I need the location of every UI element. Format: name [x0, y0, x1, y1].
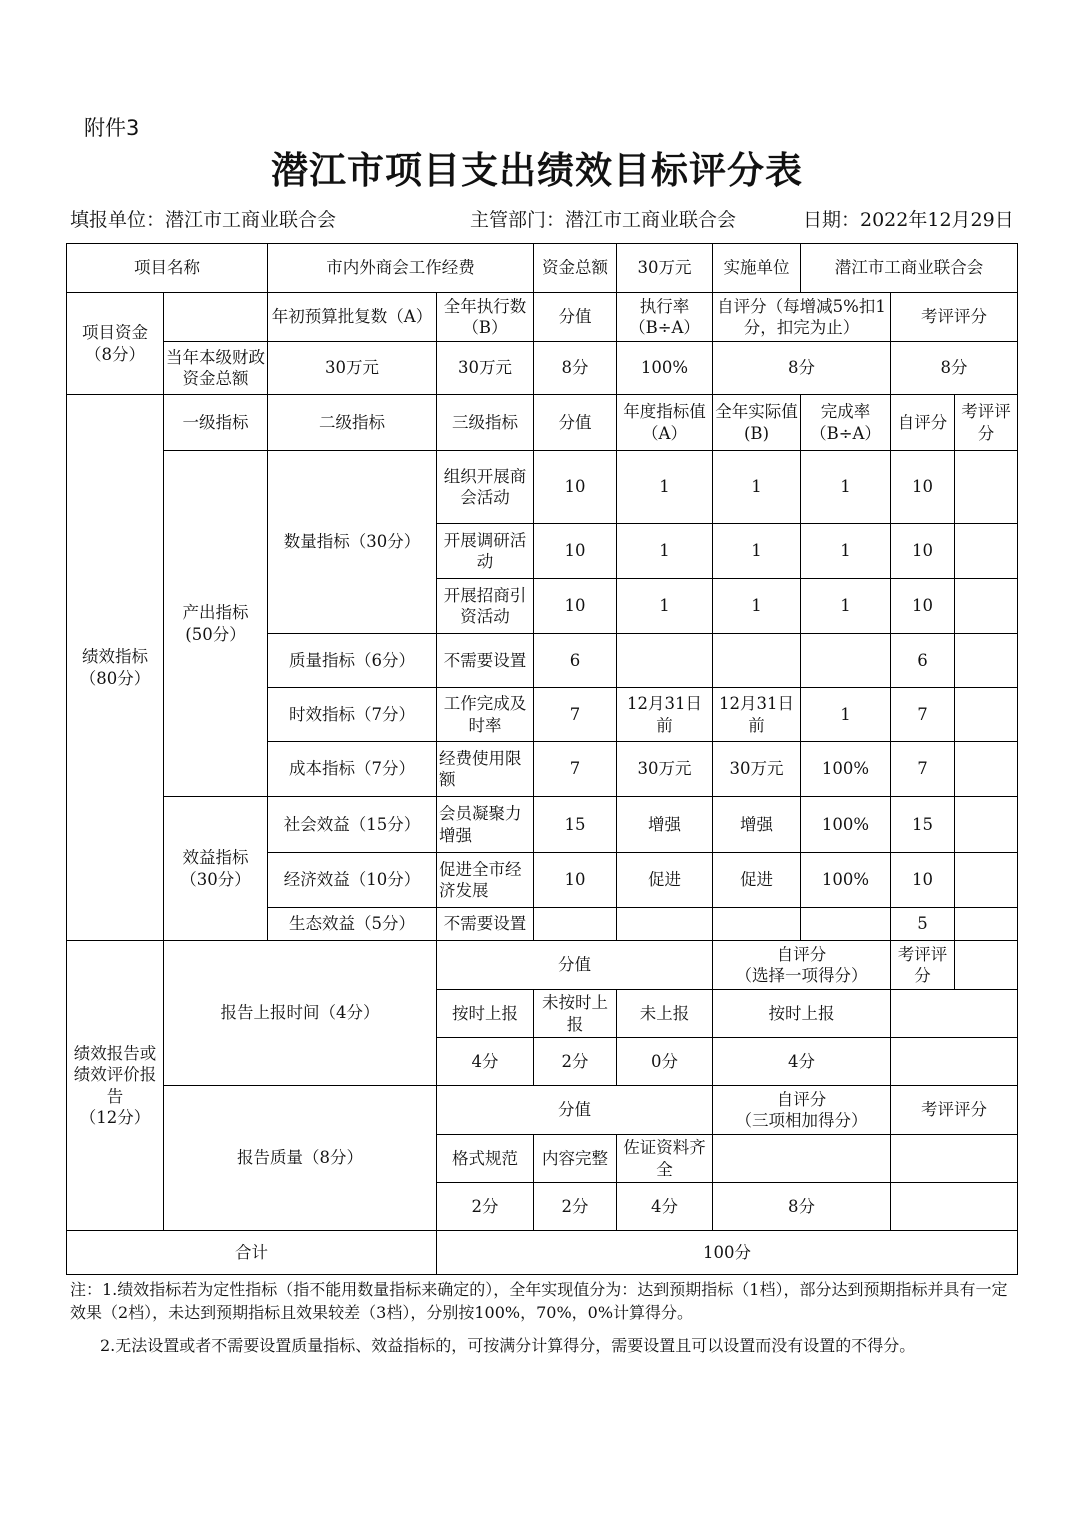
actual-cell: 促进 [713, 853, 801, 908]
actual-value-header: 全年实际值(B) [713, 395, 801, 451]
report-date: 日期：2022年12月29日 [803, 209, 1014, 231]
score-late: 2分 [534, 1038, 617, 1086]
completion-rate-header: 完成率（B÷A） [801, 395, 891, 451]
level3-cell: 会员凝聚力增强 [437, 797, 534, 853]
self-score-header: 自评分（每增减5%扣1分，扣完为止） [713, 293, 891, 342]
eval-score-header: 考评评分 [891, 1086, 1018, 1135]
project-funds-label: 项目资金 （8分） [67, 293, 164, 395]
level3-cell: 经费使用限额 [437, 742, 534, 797]
target-cell: 促进 [617, 853, 713, 908]
actual-cell: 12月31日前 [713, 688, 801, 742]
fund-total-label: 资金总额 [534, 244, 617, 293]
score-header: 分值 [534, 395, 617, 451]
total-value: 100分 [437, 1231, 1018, 1275]
self-score-cell: 10 [891, 451, 955, 524]
eval-score-cell [955, 908, 1018, 941]
impl-unit-label: 实施单位 [713, 244, 801, 293]
attachment-label: 附件3 [84, 116, 140, 140]
actual-cell: 1 [713, 524, 801, 579]
actual-cell: 1 [713, 579, 801, 634]
self-score-cell: 10 [891, 524, 955, 579]
rate-cell: 100% [801, 853, 891, 908]
exec-header: 全年执行数（B） [437, 293, 534, 342]
score-header: 分值 [534, 293, 617, 342]
self-score-header: 自评分 [891, 395, 955, 451]
level2-cell: 生态效益（5分） [268, 908, 437, 941]
eval-score-cell [955, 451, 1018, 524]
option-not-reported: 未上报 [617, 990, 713, 1038]
level2-cell: 社会效益（15分） [268, 797, 437, 853]
self-score-header: 自评分 （三项相加得分） [713, 1086, 891, 1135]
level3-cell: 不需要设置 [437, 908, 534, 941]
actual-cell: 1 [713, 451, 801, 524]
self-score-cell [713, 1135, 891, 1183]
eval-score-cell [955, 524, 1018, 579]
target-cell [617, 908, 713, 941]
benefit-indicators-label: 效益指标 （30分） [164, 797, 268, 941]
self-score-cell: 7 [891, 688, 955, 742]
eval-score-header: 考评评分 [955, 395, 1018, 451]
fund-total: 30万元 [617, 244, 713, 293]
score-content: 2分 [534, 1183, 617, 1231]
eval-score-cell [955, 853, 1018, 908]
target-cell [617, 634, 713, 688]
total-label: 合计 [67, 1231, 437, 1275]
eval-score-cell [891, 1038, 1018, 1086]
option-format: 格式规范 [437, 1135, 534, 1183]
level3-cell: 促进全市经济发展 [437, 853, 534, 908]
score-cell: 7 [534, 688, 617, 742]
score-cell: 10 [534, 853, 617, 908]
self-score-cell: 5 [891, 908, 955, 941]
blank-cell [955, 941, 1018, 990]
target-cell: 1 [617, 451, 713, 524]
score-header: 分值 [437, 1086, 713, 1135]
fiscal-total-label: 当年本级财政资金总额 [164, 342, 268, 395]
page-title: 潜江市项目支出绩效目标评分表 [271, 148, 803, 192]
option-on-time: 按时上报 [437, 990, 534, 1038]
option-evidence: 佐证资料齐全 [617, 1135, 713, 1183]
eval-score-cell [891, 1183, 1018, 1231]
score-value: 8分 [534, 342, 617, 395]
blank-cell [164, 293, 268, 342]
actual-cell: 增强 [713, 797, 801, 853]
rate-cell [801, 908, 891, 941]
output-indicators-label: 产出指标 (50分） [164, 451, 268, 797]
eval-score-cell [955, 579, 1018, 634]
level2-cell: 经济效益（10分） [268, 853, 437, 908]
level3-cell: 工作完成及时率 [437, 688, 534, 742]
level1-header: 一级指标 [164, 395, 268, 451]
target-cell: 增强 [617, 797, 713, 853]
score-cell: 15 [534, 797, 617, 853]
level2-cell: 质量指标（6分） [268, 634, 437, 688]
option-late: 未按时上报 [534, 990, 617, 1038]
actual-cell: 30万元 [713, 742, 801, 797]
eval-score-cell [955, 742, 1018, 797]
rate-cell: 100% [801, 742, 891, 797]
budget-value: 30万元 [268, 342, 437, 395]
score-on-time: 4分 [437, 1038, 534, 1086]
report-time-label: 报告上报时间（4分） [164, 941, 437, 1086]
score-cell: 6 [534, 634, 617, 688]
level2-cell: 成本指标（7分） [268, 742, 437, 797]
budget-header: 年初预算批复数（A） [268, 293, 437, 342]
eval-score-header: 考评评分 [891, 293, 1018, 342]
score-evidence: 4分 [617, 1183, 713, 1231]
perf-indicators-label: 绩效指标 （80分） [67, 395, 164, 941]
self-score-cell: 15 [891, 797, 955, 853]
self-score-value: 8分 [713, 342, 891, 395]
level3-cell: 开展调研活动 [437, 524, 534, 579]
score-cell: 10 [534, 579, 617, 634]
score-not-reported: 0分 [617, 1038, 713, 1086]
target-cell: 12月31日前 [617, 688, 713, 742]
project-name: 市内外商会工作经费 [268, 244, 534, 293]
rate-cell: 1 [801, 579, 891, 634]
eval-score-value: 8分 [891, 342, 1018, 395]
score-cell [534, 908, 617, 941]
level2-cell: 数量指标（30分） [268, 451, 437, 634]
self-score-value: 4分 [713, 1038, 891, 1086]
target-cell: 30万元 [617, 742, 713, 797]
self-score-cell: 6 [891, 634, 955, 688]
rate-cell: 1 [801, 688, 891, 742]
note-1: 注：1.绩效指标若为定性指标（指不能用数量指标来确定的），全年实现值分为：达到预期指标（1档），部分达到预期指标并具有一定效果（2档），未达到预期指标且效果较差（3档），分别按100%，70%，0%计算得分。 [70, 1280, 1008, 1323]
eval-score-cell [891, 990, 1018, 1038]
eval-score-cell [955, 634, 1018, 688]
score-cell: 10 [534, 524, 617, 579]
score-cell: 7 [534, 742, 617, 797]
level2-header: 二级指标 [268, 395, 437, 451]
impl-unit: 潜江市工商业联合会 [801, 244, 1018, 293]
eval-score-cell [891, 1135, 1018, 1183]
score-cell: 10 [534, 451, 617, 524]
self-score-cell: 10 [891, 579, 955, 634]
self-choice: 按时上报 [713, 990, 891, 1038]
score-table [66, 243, 1018, 1275]
actual-cell [713, 908, 801, 941]
project-name-label: 项目名称 [67, 244, 268, 293]
self-score-cell: 7 [891, 742, 955, 797]
level2-cell: 时效指标（7分） [268, 688, 437, 742]
note-2 [70, 1334, 1015, 1357]
target-value-header: 年度指标值（A） [617, 395, 713, 451]
rate-cell: 1 [801, 451, 891, 524]
exec-value: 30万元 [437, 342, 534, 395]
note-2-text: 2.无法设置或者不需要设置质量指标、效益指标的，可按满分计算得分，需要设置且可以设置而没有设置的不得分。 [100, 1336, 916, 1355]
rate-cell [801, 634, 891, 688]
eval-score-cell [955, 797, 1018, 853]
exec-rate-header: 执行率（B÷A） [617, 293, 713, 342]
level3-header: 三级指标 [437, 395, 534, 451]
supervising-department: 主管部门：潜江市工商业联合会 [470, 209, 737, 231]
perf-report-label: 绩效报告或绩效评价报告 （12分） [67, 941, 164, 1231]
actual-cell [713, 634, 801, 688]
eval-score-cell [955, 688, 1018, 742]
level3-cell: 开展招商引资活动 [437, 579, 534, 634]
self-score-value: 8分 [713, 1183, 891, 1231]
option-content: 内容完整 [534, 1135, 617, 1183]
eval-score-header: 考评评分 [891, 941, 955, 990]
target-cell: 1 [617, 524, 713, 579]
exec-rate-value: 100% [617, 342, 713, 395]
level3-cell: 不需要设置 [437, 634, 534, 688]
rate-cell: 1 [801, 524, 891, 579]
reporting-unit: 填报单位：潜江市工商业联合会 [70, 209, 337, 231]
score-header: 分值 [437, 941, 713, 990]
target-cell: 1 [617, 579, 713, 634]
rate-cell: 100% [801, 797, 891, 853]
self-score-cell: 10 [891, 853, 955, 908]
report-quality-label: 报告质量（8分） [164, 1086, 437, 1231]
level3-cell: 组织开展商会活动 [437, 451, 534, 524]
self-score-header: 自评分 （选择一项得分） [713, 941, 891, 990]
score-format: 2分 [437, 1183, 534, 1231]
